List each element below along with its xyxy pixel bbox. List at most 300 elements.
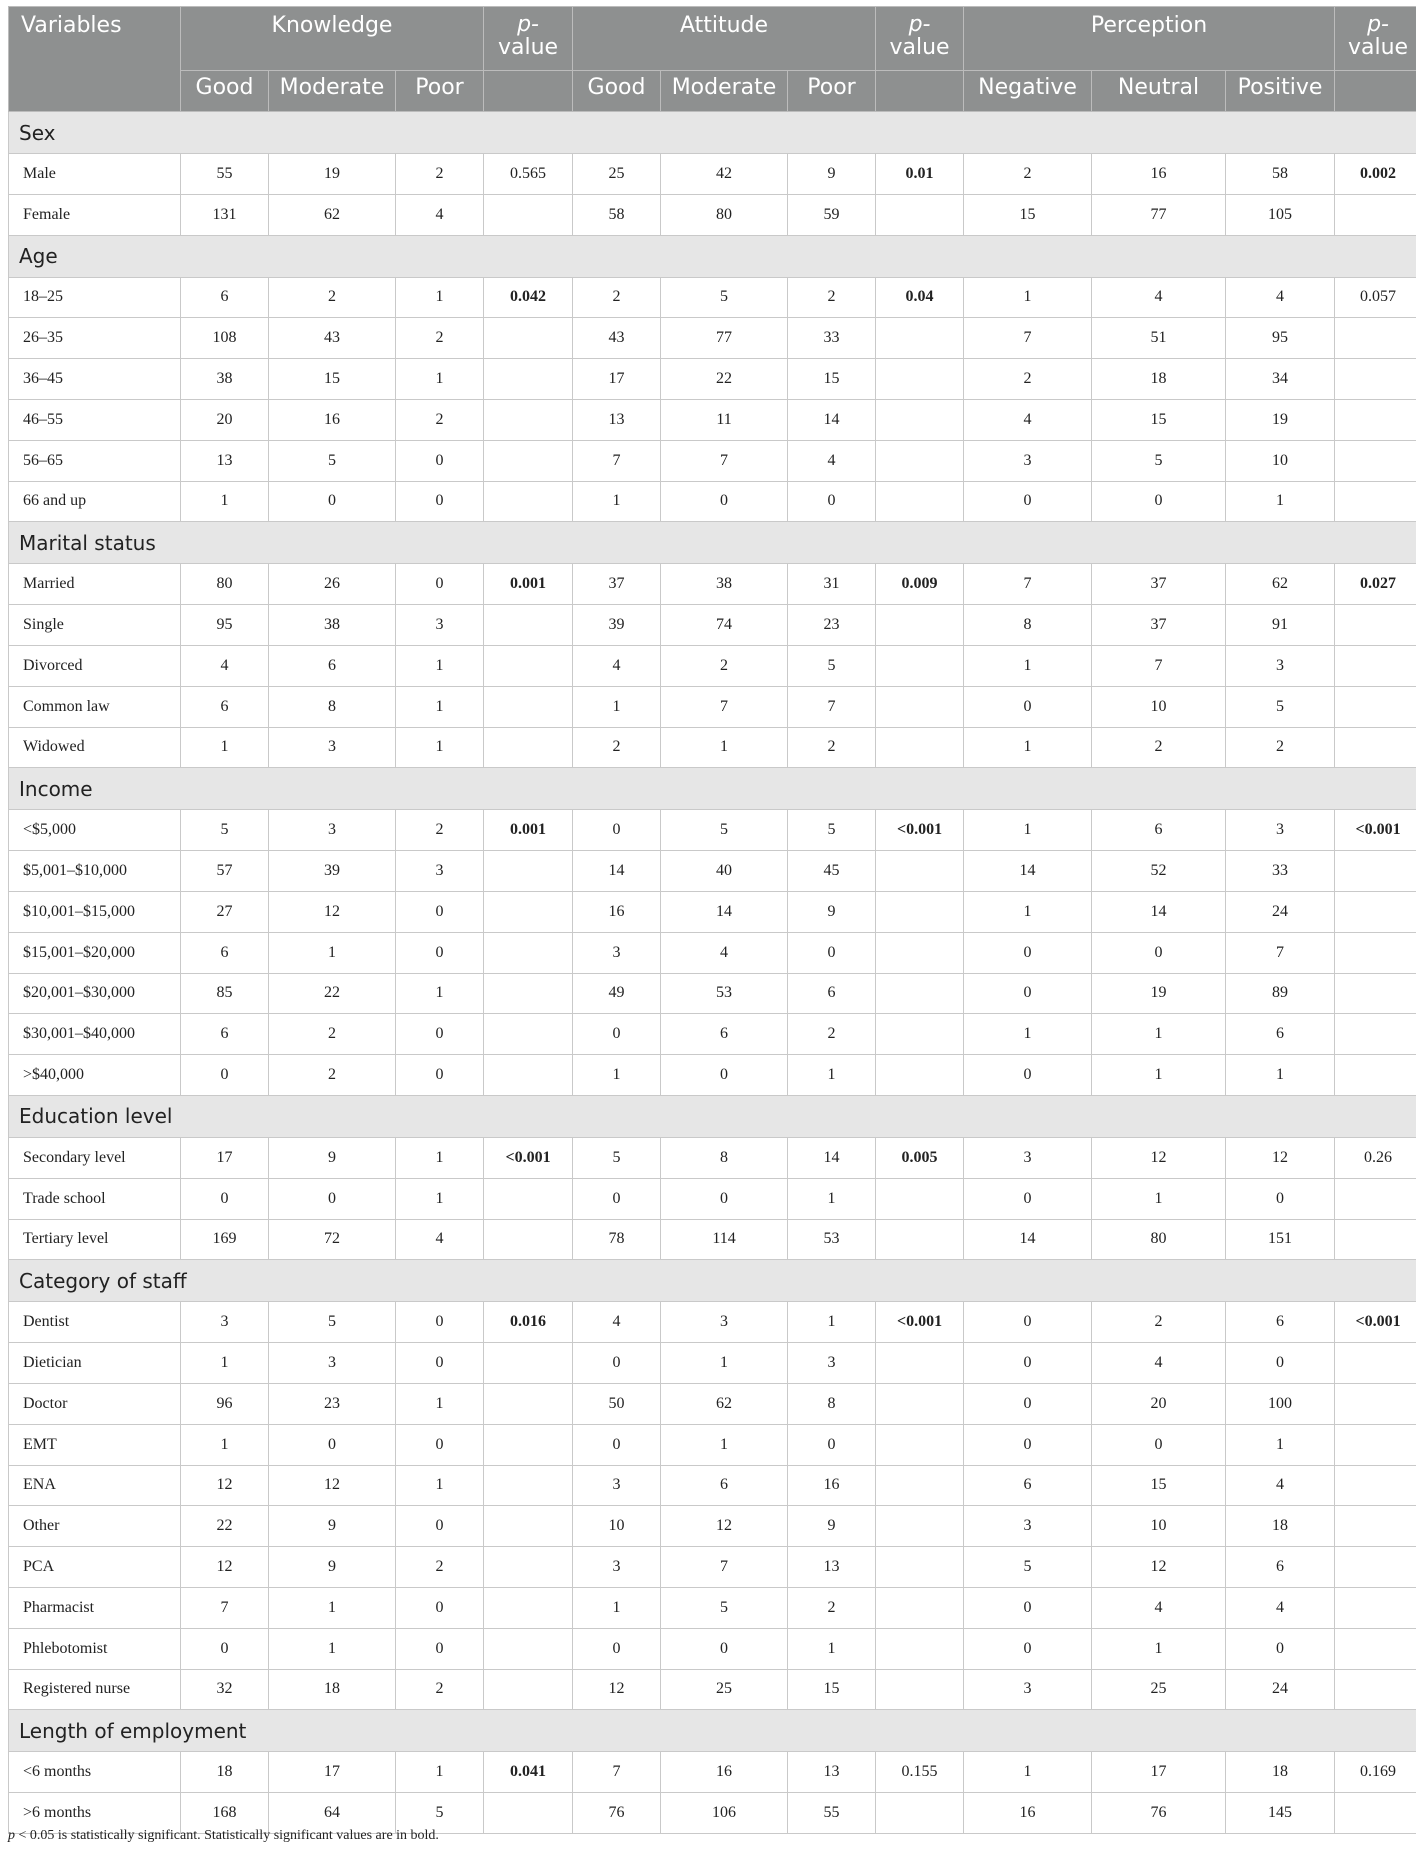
attitude-p-value: [876, 1219, 964, 1260]
knowledge-p-value: [484, 1669, 573, 1710]
knowledge-cell: 18: [181, 1752, 269, 1793]
attitude-cell: 14: [788, 399, 876, 440]
table-row: [9, 686, 1416, 727]
perception-cell: 151: [1226, 1219, 1335, 1260]
knowledge-cell: 0: [396, 1506, 484, 1547]
category-label: Sex: [9, 112, 1416, 154]
perception-cell: 12: [1092, 1137, 1226, 1178]
attitude-cell: 5: [788, 810, 876, 851]
knowledge-cell: 0: [396, 891, 484, 932]
perception-p-value: [1335, 318, 1416, 359]
perception-p-value: [1335, 1506, 1416, 1547]
attitude-p-value: [876, 1628, 964, 1669]
table-row: [9, 1137, 1416, 1178]
table-row: [9, 1506, 1416, 1547]
category-row: [9, 522, 1416, 564]
header-perception: Perception: [964, 7, 1335, 71]
knowledge-cell: 55: [181, 154, 269, 195]
attitude-cell: 3: [661, 1302, 788, 1343]
knowledge-cell: 1: [396, 1178, 484, 1219]
attitude-cell: 15: [788, 359, 876, 400]
row-label: 18–25: [9, 277, 181, 318]
knowledge-cell: 96: [181, 1383, 269, 1424]
table-row: [9, 851, 1416, 892]
attitude-p-value: <0.001: [876, 810, 964, 851]
knowledge-cell: 4: [181, 645, 269, 686]
row-label: >6 months: [9, 1793, 181, 1834]
attitude-cell: 40: [661, 851, 788, 892]
attitude-p-value: 0.01: [876, 154, 964, 195]
table-row: [9, 932, 1416, 973]
row-label: Married: [9, 564, 181, 605]
perception-cell: 1: [1226, 1424, 1335, 1465]
knowledge-cell: 0: [396, 440, 484, 481]
perception-cell: 1: [964, 810, 1092, 851]
knowledge-cell: 9: [269, 1506, 396, 1547]
row-label: Pharmacist: [9, 1587, 181, 1628]
header-perception-neutral: Neutral: [1092, 71, 1226, 112]
knowledge-cell: 2: [396, 154, 484, 195]
perception-cell: 10: [1092, 1506, 1226, 1547]
perception-cell: 15: [1092, 399, 1226, 440]
knowledge-cell: 0: [181, 1055, 269, 1096]
row-label: Single: [9, 605, 181, 646]
attitude-cell: 0: [661, 1178, 788, 1219]
attitude-p-value: [876, 318, 964, 359]
perception-cell: 25: [1092, 1669, 1226, 1710]
attitude-cell: 3: [573, 1547, 661, 1588]
knowledge-cell: 2: [396, 399, 484, 440]
knowledge-cell: 12: [269, 1465, 396, 1506]
knowledge-p-value: [484, 686, 573, 727]
knowledge-cell: 2: [396, 1547, 484, 1588]
attitude-cell: 14: [661, 891, 788, 932]
table-row: [9, 399, 1416, 440]
perception-cell: 76: [1092, 1793, 1226, 1834]
table-row: [9, 1424, 1416, 1465]
knowledge-cell: 23: [269, 1383, 396, 1424]
perception-cell: 2: [964, 359, 1092, 400]
perception-cell: 95: [1226, 318, 1335, 359]
attitude-cell: 43: [573, 318, 661, 359]
row-label: $15,001–$20,000: [9, 932, 181, 973]
knowledge-cell: 4: [396, 194, 484, 235]
row-label: ENA: [9, 1465, 181, 1506]
perception-cell: 0: [964, 1628, 1092, 1669]
perception-cell: 18: [1092, 359, 1226, 400]
perception-cell: 5: [1226, 686, 1335, 727]
knowledge-cell: 0: [396, 1014, 484, 1055]
attitude-p-value: [876, 1424, 964, 1465]
perception-cell: 0: [964, 1178, 1092, 1219]
attitude-cell: 1: [661, 1343, 788, 1384]
perception-cell: 8: [964, 605, 1092, 646]
knowledge-p-value: [484, 973, 573, 1014]
perception-cell: 6: [964, 1465, 1092, 1506]
perception-cell: 6: [1092, 810, 1226, 851]
attitude-cell: 13: [573, 399, 661, 440]
attitude-cell: 59: [788, 194, 876, 235]
knowledge-cell: 3: [269, 1343, 396, 1384]
knowledge-cell: 17: [181, 1137, 269, 1178]
category-row: [9, 1260, 1416, 1302]
attitude-p-value: [876, 1465, 964, 1506]
row-label: <$5,000: [9, 810, 181, 851]
attitude-cell: 2: [788, 1587, 876, 1628]
attitude-cell: 1: [788, 1178, 876, 1219]
perception-cell: 7: [1092, 645, 1226, 686]
attitude-cell: 7: [573, 1752, 661, 1793]
attitude-cell: 9: [788, 1506, 876, 1547]
attitude-cell: 0: [573, 1628, 661, 1669]
attitude-cell: 0: [573, 810, 661, 851]
perception-cell: 0: [1226, 1628, 1335, 1669]
knowledge-cell: 1: [396, 1465, 484, 1506]
table-row: [9, 154, 1416, 195]
category-label: Age: [9, 235, 1416, 277]
knowledge-cell: 32: [181, 1669, 269, 1710]
perception-cell: 2: [1092, 1302, 1226, 1343]
row-label: Dentist: [9, 1302, 181, 1343]
perception-cell: 51: [1092, 318, 1226, 359]
row-label: Divorced: [9, 645, 181, 686]
attitude-cell: 16: [661, 1752, 788, 1793]
perception-p-value: [1335, 359, 1416, 400]
attitude-cell: 49: [573, 973, 661, 1014]
attitude-cell: 2: [788, 1014, 876, 1055]
perception-cell: 1: [1092, 1628, 1226, 1669]
perception-cell: 1: [964, 1014, 1092, 1055]
knowledge-cell: 17: [269, 1752, 396, 1793]
knowledge-cell: 13: [181, 440, 269, 481]
perception-cell: 3: [964, 1669, 1092, 1710]
perception-p-value: [1335, 1587, 1416, 1628]
perception-p-value: [1335, 891, 1416, 932]
table-row: [9, 1014, 1416, 1055]
attitude-cell: 0: [661, 481, 788, 522]
data-table: [8, 6, 1416, 1834]
knowledge-cell: 1: [269, 1628, 396, 1669]
knowledge-p-value: 0.041: [484, 1752, 573, 1793]
attitude-cell: 9: [788, 891, 876, 932]
perception-cell: 12: [1092, 1547, 1226, 1588]
row-label: 66 and up: [9, 481, 181, 522]
perception-cell: 14: [1092, 891, 1226, 932]
perception-cell: 6: [1226, 1302, 1335, 1343]
perception-cell: 2: [964, 154, 1092, 195]
attitude-cell: 13: [788, 1547, 876, 1588]
attitude-cell: 8: [661, 1137, 788, 1178]
knowledge-cell: 80: [181, 564, 269, 605]
perception-cell: 1: [964, 727, 1092, 768]
knowledge-p-value: 0.001: [484, 564, 573, 605]
perception-p-value: [1335, 686, 1416, 727]
row-label: EMT: [9, 1424, 181, 1465]
perception-cell: 24: [1226, 891, 1335, 932]
perception-cell: 14: [964, 851, 1092, 892]
perception-p-value: [1335, 727, 1416, 768]
table-row: [9, 1752, 1416, 1793]
knowledge-p-value: 0.001: [484, 810, 573, 851]
attitude-cell: 5: [788, 645, 876, 686]
attitude-p-value: 0.04: [876, 277, 964, 318]
perception-cell: 1: [964, 891, 1092, 932]
footnote-text: < 0.05 is statistically significant. Statistically significant values are in bold.: [15, 1828, 439, 1843]
table-row: [9, 564, 1416, 605]
category-label: Income: [9, 768, 1416, 810]
perception-p-value: [1335, 399, 1416, 440]
perception-p-value: [1335, 1547, 1416, 1588]
attitude-p-value: [876, 1793, 964, 1834]
row-label: >$40,000: [9, 1055, 181, 1096]
row-label: Doctor: [9, 1383, 181, 1424]
knowledge-p-value: [484, 440, 573, 481]
perception-p-value: [1335, 440, 1416, 481]
knowledge-cell: 168: [181, 1793, 269, 1834]
knowledge-cell: 6: [181, 932, 269, 973]
row-label: 26–35: [9, 318, 181, 359]
header-attitude: Attitude: [573, 7, 876, 71]
knowledge-cell: 1: [181, 1343, 269, 1384]
knowledge-cell: 57: [181, 851, 269, 892]
perception-cell: 20: [1092, 1383, 1226, 1424]
attitude-p-value: [876, 932, 964, 973]
header-knowledge-good: Good: [181, 71, 269, 112]
header-attitude-poor: Poor: [788, 71, 876, 112]
knowledge-p-value: [484, 932, 573, 973]
perception-cell: 18: [1226, 1752, 1335, 1793]
attitude-cell: 0: [788, 481, 876, 522]
perception-cell: 4: [1092, 1587, 1226, 1628]
knowledge-p-value: 0.565: [484, 154, 573, 195]
knowledge-cell: 0: [396, 1302, 484, 1343]
perception-cell: 52: [1092, 851, 1226, 892]
row-label: 56–65: [9, 440, 181, 481]
header-blank: [876, 71, 964, 112]
attitude-p-value: [876, 727, 964, 768]
attitude-p-value: [876, 440, 964, 481]
attitude-cell: 7: [661, 1547, 788, 1588]
attitude-cell: 10: [573, 1506, 661, 1547]
perception-cell: 15: [964, 194, 1092, 235]
perception-cell: 4: [964, 399, 1092, 440]
perception-cell: 19: [1092, 973, 1226, 1014]
attitude-cell: 5: [573, 1137, 661, 1178]
perception-cell: 17: [1092, 1752, 1226, 1793]
header-perception-p-value: p- value: [1335, 7, 1416, 71]
perception-cell: 16: [1092, 154, 1226, 195]
knowledge-cell: 1: [396, 686, 484, 727]
attitude-cell: 2: [661, 645, 788, 686]
knowledge-cell: 18: [269, 1669, 396, 1710]
perception-p-value: [1335, 1424, 1416, 1465]
knowledge-cell: 27: [181, 891, 269, 932]
perception-cell: 3: [964, 1506, 1092, 1547]
row-label: Phlebotomist: [9, 1628, 181, 1669]
header-attitude-good: Good: [573, 71, 661, 112]
knowledge-p-value: [484, 399, 573, 440]
perception-cell: 10: [1092, 686, 1226, 727]
attitude-p-value: [876, 1055, 964, 1096]
attitude-cell: 7: [661, 686, 788, 727]
knowledge-cell: 2: [396, 810, 484, 851]
attitude-p-value: [876, 1014, 964, 1055]
knowledge-cell: 0: [269, 481, 396, 522]
table-row: [9, 645, 1416, 686]
knowledge-cell: 2: [269, 1055, 396, 1096]
perception-p-value: [1335, 1793, 1416, 1834]
attitude-cell: 45: [788, 851, 876, 892]
perception-cell: 0: [1226, 1343, 1335, 1384]
attitude-cell: 0: [788, 932, 876, 973]
table-row: [9, 727, 1416, 768]
perception-cell: 1: [964, 277, 1092, 318]
table-row: [9, 973, 1416, 1014]
knowledge-p-value: <0.001: [484, 1137, 573, 1178]
attitude-cell: 13: [788, 1752, 876, 1793]
table-row: [9, 481, 1416, 522]
knowledge-cell: 5: [269, 1302, 396, 1343]
knowledge-cell: 1: [396, 727, 484, 768]
attitude-cell: 14: [573, 851, 661, 892]
attitude-cell: 0: [573, 1343, 661, 1384]
perception-p-value: [1335, 1669, 1416, 1710]
table-row: [9, 359, 1416, 400]
knowledge-cell: 0: [396, 932, 484, 973]
attitude-cell: 2: [573, 727, 661, 768]
perception-p-value: [1335, 481, 1416, 522]
perception-cell: 37: [1092, 564, 1226, 605]
knowledge-cell: 1: [396, 359, 484, 400]
attitude-cell: 25: [661, 1669, 788, 1710]
knowledge-p-value: [484, 1343, 573, 1384]
header-row-main: [9, 7, 1416, 71]
attitude-cell: 0: [573, 1424, 661, 1465]
row-label: Female: [9, 194, 181, 235]
knowledge-cell: 38: [181, 359, 269, 400]
knowledge-cell: 12: [181, 1547, 269, 1588]
knowledge-cell: 3: [396, 851, 484, 892]
knowledge-cell: 0: [269, 1424, 396, 1465]
perception-p-value: [1335, 973, 1416, 1014]
perception-p-value: [1335, 194, 1416, 235]
row-label: Dietician: [9, 1343, 181, 1384]
knowledge-cell: 2: [396, 318, 484, 359]
header-perception-negative: Negative: [964, 71, 1092, 112]
perception-cell: 18: [1226, 1506, 1335, 1547]
knowledge-p-value: 0.042: [484, 277, 573, 318]
knowledge-cell: 22: [269, 973, 396, 1014]
knowledge-cell: 43: [269, 318, 396, 359]
perception-cell: 77: [1092, 194, 1226, 235]
perception-cell: 24: [1226, 1669, 1335, 1710]
perception-cell: 3: [1226, 645, 1335, 686]
knowledge-p-value: [484, 1587, 573, 1628]
knowledge-cell: 6: [181, 277, 269, 318]
header-row-sub: [9, 71, 1416, 112]
perception-cell: 4: [1092, 277, 1226, 318]
attitude-p-value: [876, 481, 964, 522]
attitude-cell: 114: [661, 1219, 788, 1260]
header-knowledge-poor: Poor: [396, 71, 484, 112]
knowledge-cell: 1: [396, 1383, 484, 1424]
row-label: Other: [9, 1506, 181, 1547]
attitude-cell: 77: [661, 318, 788, 359]
table-row: [9, 277, 1416, 318]
row-label: <6 months: [9, 1752, 181, 1793]
category-row: [9, 1710, 1416, 1752]
attitude-cell: 1: [661, 727, 788, 768]
attitude-cell: 4: [573, 645, 661, 686]
perception-p-value: <0.001: [1335, 810, 1416, 851]
row-label: 46–55: [9, 399, 181, 440]
knowledge-cell: 64: [269, 1793, 396, 1834]
attitude-p-value: [876, 605, 964, 646]
knowledge-cell: 1: [396, 1752, 484, 1793]
knowledge-p-value: [484, 1219, 573, 1260]
knowledge-cell: 0: [396, 1055, 484, 1096]
attitude-cell: 55: [788, 1793, 876, 1834]
perception-cell: 33: [1226, 851, 1335, 892]
perception-cell: 0: [964, 481, 1092, 522]
perception-p-value: [1335, 1343, 1416, 1384]
knowledge-cell: 0: [396, 1424, 484, 1465]
attitude-p-value: [876, 399, 964, 440]
attitude-cell: 6: [788, 973, 876, 1014]
attitude-cell: 1: [573, 1055, 661, 1096]
attitude-cell: 5: [661, 277, 788, 318]
attitude-cell: 37: [573, 564, 661, 605]
perception-cell: 0: [964, 1587, 1092, 1628]
knowledge-p-value: [484, 1014, 573, 1055]
table-row: [9, 1302, 1416, 1343]
knowledge-cell: 19: [269, 154, 396, 195]
perception-cell: 0: [964, 1302, 1092, 1343]
attitude-cell: 25: [573, 154, 661, 195]
attitude-cell: 53: [788, 1219, 876, 1260]
header-blank: [484, 71, 573, 112]
knowledge-cell: 39: [269, 851, 396, 892]
attitude-p-value: 0.009: [876, 564, 964, 605]
attitude-p-value: [876, 891, 964, 932]
perception-p-value: [1335, 1178, 1416, 1219]
perception-p-value: [1335, 1383, 1416, 1424]
attitude-cell: 0: [573, 1014, 661, 1055]
table-row: [9, 891, 1416, 932]
row-label: $5,001–$10,000: [9, 851, 181, 892]
row-label: $30,001–$40,000: [9, 1014, 181, 1055]
perception-p-value: [1335, 851, 1416, 892]
attitude-cell: 0: [661, 1628, 788, 1669]
perception-cell: 6: [1226, 1547, 1335, 1588]
knowledge-cell: 131: [181, 194, 269, 235]
knowledge-cell: 5: [269, 440, 396, 481]
knowledge-cell: 2: [396, 1669, 484, 1710]
perception-cell: 4: [1226, 277, 1335, 318]
attitude-cell: 2: [573, 277, 661, 318]
knowledge-cell: 0: [269, 1178, 396, 1219]
row-label: Trade school: [9, 1178, 181, 1219]
knowledge-p-value: [484, 481, 573, 522]
perception-cell: 1: [964, 645, 1092, 686]
category-row: [9, 235, 1416, 277]
perception-cell: 0: [964, 1343, 1092, 1384]
perception-cell: 2: [1092, 727, 1226, 768]
attitude-cell: 8: [788, 1383, 876, 1424]
perception-p-value: 0.002: [1335, 154, 1416, 195]
attitude-cell: 15: [788, 1669, 876, 1710]
perception-cell: 0: [1092, 1424, 1226, 1465]
